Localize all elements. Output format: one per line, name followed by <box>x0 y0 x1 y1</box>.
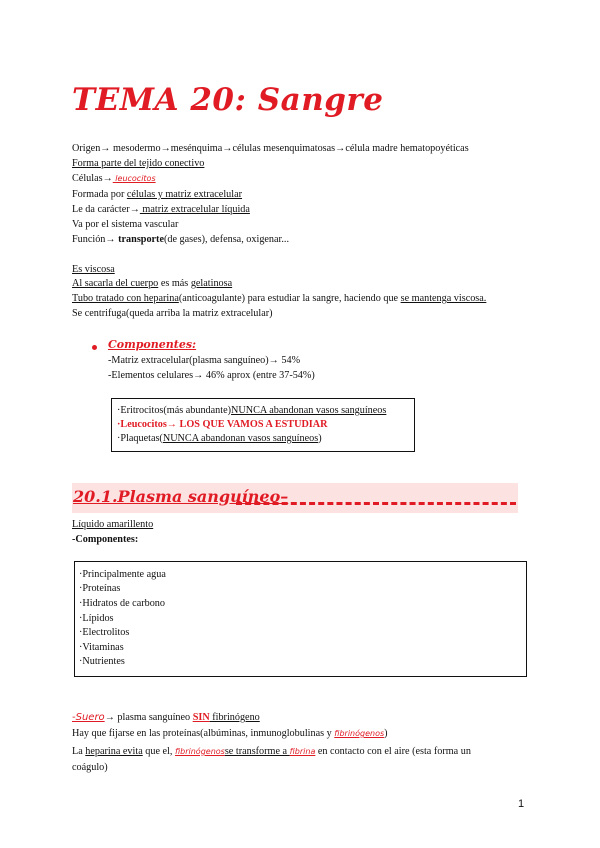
tubo-c: se mantenga viscosa. <box>400 293 487 304</box>
plasma-componentes-heading: -Componentes: <box>72 534 139 545</box>
caracter-value: matriz extracelular líquida <box>139 204 250 215</box>
leucocitos-line: ·Leucocitos→ LOS QUE VAMOS A ESTUDIAR <box>117 419 328 430</box>
section-title: 20.1.Plasma sanguíneo– <box>73 487 289 506</box>
celulas-line: Células→ leucocitos <box>72 173 156 184</box>
list-item: ·Electrolitos <box>79 627 130 638</box>
tubo-line <box>72 292 486 305</box>
centrifuga-line: Se centrifuga(queda arriba la matriz extracelular) <box>72 308 273 319</box>
suero-sin: SIN <box>192 712 210 723</box>
funcion-line: Función→ transporte(de gases), defensa, oxigenar... <box>72 234 290 245</box>
list-item: ·Proteínas <box>79 583 121 594</box>
cell-types-box <box>111 398 415 452</box>
heparina-line <box>72 745 471 758</box>
formada-value: células y matriz extracelular <box>126 189 243 200</box>
tejido-line: Forma parte del tejido conectivo <box>72 158 205 169</box>
celulas-leucocitos: leucocitos <box>112 174 156 183</box>
origen-mesenquima: mesénquima <box>170 143 223 154</box>
suero-line <box>72 711 260 724</box>
heparina-a: La <box>72 746 86 757</box>
list-item: ·Nutrientes <box>79 656 125 667</box>
proteinas-text: Hay que fijarse en las proteínas(albúminas, inmunoglobulinas y <box>72 728 335 739</box>
plasma-components-box <box>74 561 527 677</box>
origen-mesodermo: mesodermo <box>110 143 161 154</box>
elementos-line: -Elementos celulares→ 46% aprox (entre 37-54%) <box>108 370 315 381</box>
plaquetas-note: NUNCA abandonan vasos sanguíneos <box>162 433 319 444</box>
bullet-dot-icon <box>92 345 97 350</box>
eritrocitos-line <box>117 404 386 417</box>
heparina-fibrina: fibrina <box>289 747 316 756</box>
heparina-c: que el, <box>142 746 175 757</box>
vascular-line: Va por el sistema vascular <box>72 219 179 230</box>
list-item: ·Hidratos de carbono <box>79 598 165 609</box>
proteinas-fibrinogenos: fibrinógenos <box>334 729 385 738</box>
tubo-b: (anticoagulante) para estudiar la sangre, haciendo que <box>178 293 401 304</box>
caracter-label: Le da carácter <box>72 204 130 215</box>
suero-def: → plasma sanguíneo <box>104 712 193 723</box>
tubo-a: Tubo tratado con heparina <box>72 293 179 304</box>
origen-line: Origen→ mesodermo→mesénquima→células mesenquimatosas→célula madre hematopoyéticas <box>72 143 469 154</box>
plaquetas-close: ) <box>318 433 322 444</box>
origen-label: Origen <box>72 143 101 154</box>
formada-label: Formada por <box>72 189 127 200</box>
sacarla-a: Al sacarla del cuerpo <box>72 278 159 289</box>
formada-line <box>72 188 242 201</box>
matriz-line: -Matriz extracelular(plasma sanguíneo)→ 54% <box>108 355 301 366</box>
sacarla-b: es más <box>158 278 191 289</box>
heparina-b: heparina evita <box>85 746 143 757</box>
eritrocitos-label: ·Eritrocitos(más abundante) <box>117 405 232 416</box>
list-item: ·Principalmente agua <box>79 569 166 580</box>
heparina-fibrinogenos: fibrinógenos <box>174 747 225 756</box>
origen-celulas: células mesenquimatosas <box>232 143 336 154</box>
section-dashes <box>236 491 516 505</box>
eritrocitos-note: NUNCA abandonan vasos sanguíneos <box>231 405 387 416</box>
componentes-heading: Componentes: <box>108 338 197 351</box>
proteinas-line <box>72 727 388 740</box>
suero-fibrinogeno: fibrinógeno <box>209 712 260 723</box>
funcion-transporte: transporte <box>115 234 164 245</box>
page-number: 1 <box>518 798 525 810</box>
plaquetas-label: ·Plaquetas( <box>117 433 163 444</box>
caracter-line: Le da carácter→ matriz extracelular líquida <box>72 204 250 215</box>
list-item: ·Vitaminas <box>79 642 124 653</box>
plaquetas-line <box>117 432 322 445</box>
origen-madre: célula madre hematopoyéticas <box>345 143 469 154</box>
celulas-label: Células <box>72 173 103 184</box>
coagulo-line: coágulo) <box>72 762 108 773</box>
viscosa-line: Es viscosa <box>72 264 115 275</box>
heparina-e: se transforme a <box>224 746 290 757</box>
funcion-rest: (de gases), defensa, oxigenar... <box>163 234 290 245</box>
suero-label: -Suero <box>72 712 105 723</box>
funcion-label: Función <box>72 234 106 245</box>
sacarla-line <box>72 277 232 290</box>
list-item: ·Lípidos <box>79 613 114 624</box>
proteinas-close: ) <box>384 728 388 739</box>
page-title: TEMA 20: Sangre <box>72 82 384 118</box>
sacarla-c: gelatinosa <box>190 278 233 289</box>
heparina-g: en contacto con el aire (esta forma un <box>315 746 471 757</box>
liquido-line: Líquido amarillento <box>72 519 154 530</box>
